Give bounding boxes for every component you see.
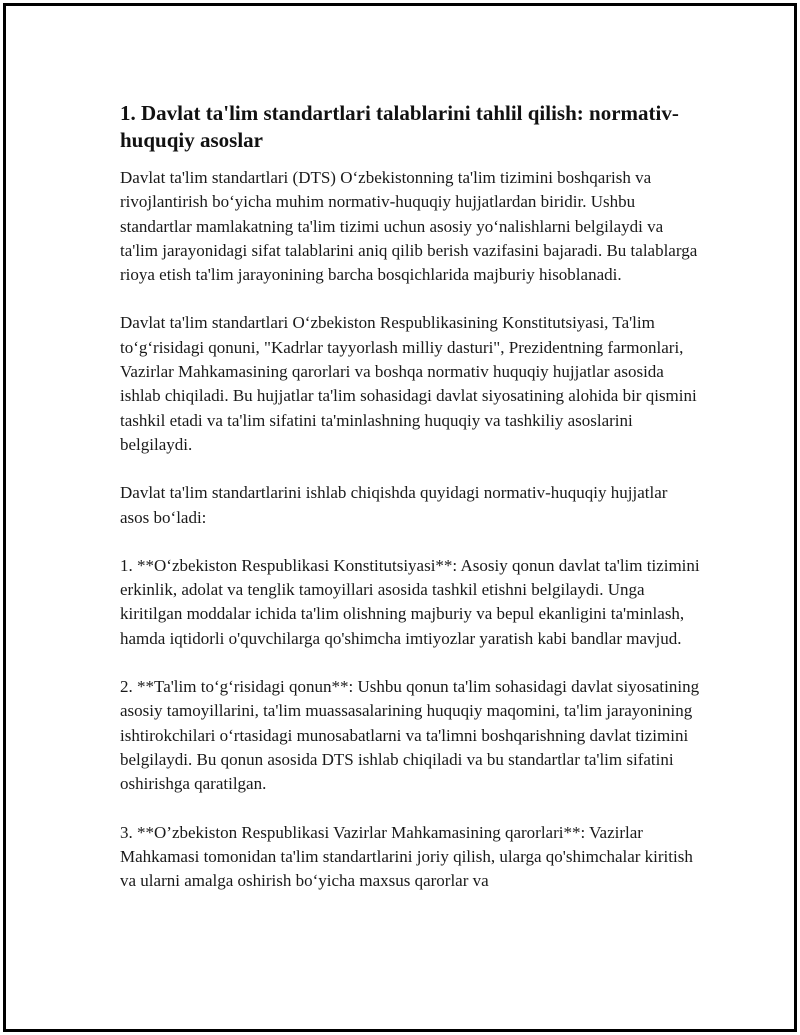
list-item-education-law: 2. **Ta'lim to‘g‘risidagi qonun**: Ushbu qonun ta'lim sohasidagi davlat siyosatining asosiy tamoyillarini, ta'lim muassasalarining huquqiy maqomini, ta'lim jarayonining ishtirokchilari o‘rtasidagi munosabatlarni va ta'limni boshqarishning davlat tizimini belgilaydi. Bu qonun asosida DTS ishlab chiqiladi va bu standartlar ta'lim sifatini oshirishga qaratilgan. — [120, 677, 700, 794]
paragraph-list-intro: Davlat ta'lim standartlarini ishlab chiqishda quyidagi normativ-huquqiy hujjatlar asos bo‘ladi: — [120, 483, 668, 527]
page-frame — [3, 3, 797, 1032]
document-body — [120, 100, 700, 917]
list-item-cabinet-resolutions: 3. **O’zbekiston Respublikasi Vazirlar Mahkamasining qarorlari**: Vazirlar Mahkamasi tomonidan ta'lim standartlarini joriy qilish, ularga qo'shimchalar kiritish va ularni amalga oshirish bo‘yicha maxsus qarorlar va — [120, 822, 693, 891]
paragraph-intro: Davlat ta'lim standartlari (DTS) O‘zbekistonning ta'lim tizimini boshqarish va rivojlantirish bo‘yicha muhim normativ-huquqiy hujjatlardan biridir. Ushbu standartlar mamlakatning ta'lim tizimi uchun asosiy yo‘nalishlarni belgilaydi va ta'lim jarayonidagi sifat talablarini aniq qilib berish vazifasini bajaradi. Bu talablarga rioya etish ta'lim jarayonining barcha bosqichlarida majburiy hisoblanadi. — [120, 168, 698, 285]
paragraph-legal-basis: Davlat ta'lim standartlari O‘zbekiston Respublikasining Konstitutsiyasi, Ta'lim to‘g‘risidagi qonuni, "Kadrlar tayyorlash milliy dasturi", Prezidentning farmonlari, Vazirlar Mahkamasining qarorlari va boshqa normativ huquqiy hujjatlar asosida ishlab chiqiladi. Bu hujjatlar ta'lim sohasidagi davlat siyosatining alohida bir qismini tashkil etadi va ta'lim sifatini ta'minlashning huquqiy va tashkiliy asoslarini belgilaydi. — [120, 313, 697, 454]
section-heading: 1. Davlat ta'lim standartlari talablarini tahlil qilish: normativ-huquqiy asoslar — [120, 101, 679, 152]
list-item-constitution: 1. **O‘zbekiston Respublikasi Konstitutsiyasi**: Asosiy qonun davlat ta'lim tizimini erkinlik, adolat va tenglik tamoyillari asosida tashkil etishni belgilaydi. Unga kiritilgan moddalar ichida ta'lim olishning majburiy va bepul ekanligini ta'minlash, hamda iqtidorli o'quvchilarga qo'shimcha imtiyozlar yaratish kabi bandlar mavjud. — [120, 555, 700, 648]
